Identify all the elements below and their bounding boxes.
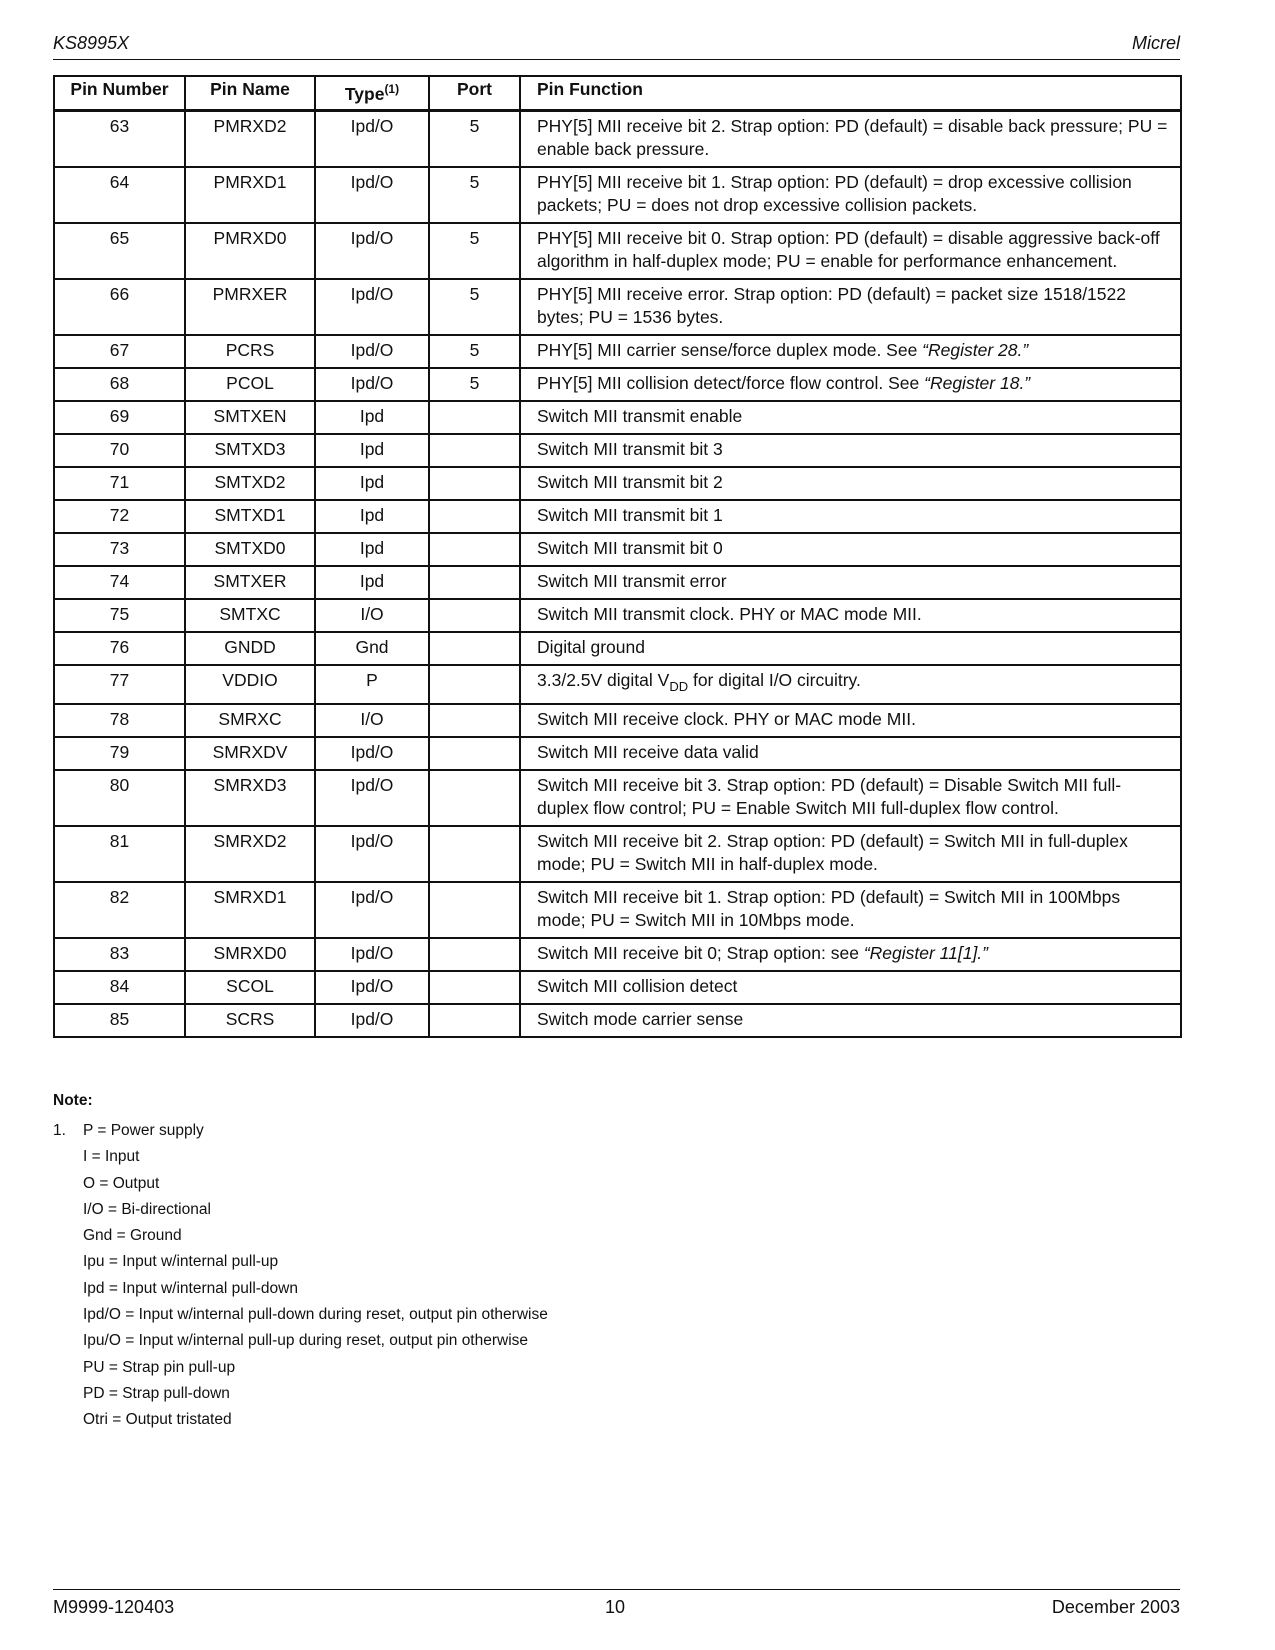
pin-function-text: 3.3/2.5V digital V [537,670,670,690]
pin-name-cell: SMTXER [185,566,315,599]
pin-number-cell: 72 [54,500,185,533]
pin-name-cell: SMTXD1 [185,500,315,533]
pin-name-cell: PCOL [185,368,315,401]
pin-function-text: PHY[5] MII carrier sense/force duplex mode. See [537,340,923,360]
pin-function-text: Switch MII transmit clock. PHY or MAC mode MII. [537,604,922,624]
note-text: Ipu/O = Input w/internal pull-up during reset, output pin otherwise [83,1332,529,1350]
pin-name-cell: SMRXD3 [185,770,315,826]
pin-name-cell: SMTXD2 [185,467,315,500]
note-text: I = Input [83,1148,140,1166]
pin-port-cell [429,1004,520,1037]
pin-port-cell [429,826,520,882]
pin-port-cell: 5 [429,111,520,168]
note-text: Ipd = Input w/internal pull-down [83,1279,298,1297]
pin-number-cell: 67 [54,335,185,368]
footer-date: December 2003 [1051,1597,1180,1617]
pin-function-text: PHY[5] MII receive error. Strap option: PD (default) = packet size 1518/1522 bytes; PU = 1536 bytes. [537,284,1126,327]
pin-port-cell [429,566,520,599]
pin-function-cell [520,111,1181,168]
pin-type-cell: Ipd [315,467,429,500]
pin-function-text: Switch MII collision detect [537,976,738,996]
pin-function-cell [520,599,1181,632]
pin-number-cell: 80 [54,770,185,826]
table-row [54,533,1181,566]
pin-function-text: Switch MII transmit bit 2 [537,472,723,492]
pin-function-cell [520,826,1181,882]
pin-type-cell: Ipd/O [315,335,429,368]
note-text: Ipd/O = Input w/internal pull-down during reset, output pin otherwise [83,1306,548,1324]
pin-function-text: Switch mode carrier sense [537,1009,744,1029]
pin-function-subscript: DD [669,679,689,694]
pin-number-cell: 64 [54,167,185,223]
pin-table-body [54,111,1181,1038]
pin-function-text: PHY[5] MII receive bit 0. Strap option: PD (default) = disable aggressive back-off algorithm in half-duplex mode; PU = enable for performance enhancement. [537,228,1160,271]
pin-name-cell: VDDIO [185,665,315,704]
pin-number-cell: 79 [54,737,185,770]
pin-port-cell [429,737,520,770]
pin-type-cell: Ipd/O [315,971,429,1004]
pin-type-cell: Ipd/O [315,826,429,882]
pin-name-cell: SMTXD3 [185,434,315,467]
pin-function-cell [520,737,1181,770]
pin-type-cell: Ipd/O [315,737,429,770]
pin-function-cell [520,467,1181,500]
table-row [54,737,1181,770]
footer-page-number: 10 [604,1597,626,1617]
pin-function-cell [520,882,1181,938]
pin-type-cell: Ipd [315,434,429,467]
table-row [54,632,1181,665]
note-text: Otri = Output tristated [83,1411,232,1429]
pin-number-cell: 82 [54,882,185,938]
pin-port-cell [429,434,520,467]
note-item [53,1144,548,1170]
table-row [54,368,1181,401]
note-item [53,1223,548,1249]
note-text: PU = Strap pin pull-up [83,1358,236,1376]
pin-function-text: Switch MII receive data valid [537,742,759,762]
pin-number-cell: 63 [54,111,185,168]
pin-number-cell: 68 [54,368,185,401]
pin-type-cell: Ipd [315,500,429,533]
pin-port-cell: 5 [429,335,520,368]
pin-number-cell: 76 [54,632,185,665]
pin-function-text: Switch MII transmit bit 0 [537,538,723,558]
pin-name-cell: PCRS [185,335,315,368]
pin-type-cell: Ipd/O [315,1004,429,1037]
pin-port-cell [429,533,520,566]
pin-name-cell: SMTXC [185,599,315,632]
pin-name-cell: SMTXEN [185,401,315,434]
pin-name-cell: GNDD [185,632,315,665]
pin-function-cell [520,665,1181,704]
type-footnote-ref: (1) [384,82,400,96]
note-text: PD = Strap pull-down [83,1384,230,1402]
pin-type-cell: I/O [315,599,429,632]
pin-function-text: Switch MII receive bit 1. Strap option: PD (default) = Switch MII in 100Mbps mode; PU = Switch MII in 10Mbps mode. [537,887,1121,930]
pin-port-cell [429,632,520,665]
pin-function-cell [520,167,1181,223]
pin-type-cell: Ipd/O [315,882,429,938]
pin-name-cell: SCRS [185,1004,315,1037]
pin-type-cell: Ipd [315,533,429,566]
table-row [54,938,1181,971]
table-row [54,279,1181,335]
pin-number-cell: 65 [54,223,185,279]
pin-type-cell: P [315,665,429,704]
pin-name-cell: SMRXD2 [185,826,315,882]
table-row [54,704,1181,737]
pin-port-cell [429,401,520,434]
pin-function-text: PHY[5] MII receive bit 2. Strap option: PD (default) = disable back pressure; PU = enable back pressure. [537,116,1168,159]
table-row [54,971,1181,1004]
note-text: O = Output [83,1174,160,1192]
table-row [54,335,1181,368]
pin-function-cell [520,704,1181,737]
pin-port-cell [429,599,520,632]
pin-function-cell [520,223,1181,279]
pin-type-cell: Ipd/O [315,770,429,826]
pin-type-cell: Ipd/O [315,279,429,335]
pin-function-text: Switch MII receive bit 2. Strap option: PD (default) = Switch MII in full-duplex mode; PU = Switch MII in half-duplex mode. [537,831,1128,874]
pin-number-cell: 83 [54,938,185,971]
pin-number-cell: 84 [54,971,185,1004]
pin-port-cell [429,704,520,737]
register-reference: “Register 28.” [922,340,1029,360]
pin-function-cell [520,500,1181,533]
col-header-pin-function: Pin Function [520,76,1181,111]
pin-port-cell: 5 [429,167,520,223]
table-row [54,111,1181,168]
pin-name-cell: SMRXDV [185,737,315,770]
register-reference: “Register 11[1].” [863,943,988,963]
pin-name-cell: PMRXD2 [185,111,315,168]
table-row [54,167,1181,223]
pin-port-cell [429,770,520,826]
table-row [54,566,1181,599]
pin-function-cell [520,434,1181,467]
pin-function-text: PHY[5] MII receive bit 1. Strap option: PD (default) = drop excessive collision packets; PU = does not drop excessive collision packets. [537,172,1132,215]
pin-number-cell: 77 [54,665,185,704]
pin-number-cell: 81 [54,826,185,882]
pin-type-cell: Ipd [315,401,429,434]
table-row [54,401,1181,434]
pin-function-text: Switch MII transmit error [537,571,727,591]
pin-function-text: Switch MII transmit bit 3 [537,439,723,459]
pin-port-cell: 5 [429,279,520,335]
pin-name-cell: PMRXD1 [185,167,315,223]
pin-port-cell [429,938,520,971]
notes-title: Note: [53,1092,93,1109]
pin-number-cell: 74 [54,566,185,599]
pin-name-cell: SMRXD1 [185,882,315,938]
pin-type-cell: Ipd/O [315,111,429,168]
note-number: 1. [53,1122,66,1139]
pin-port-cell: 5 [429,368,520,401]
pin-function-text: Switch MII transmit bit 1 [537,505,723,525]
pin-number-cell: 78 [54,704,185,737]
table-header-row [54,76,1181,111]
table-row [54,223,1181,279]
footer-rule [53,1589,1180,1590]
pin-number-cell: 85 [54,1004,185,1037]
pin-number-cell: 71 [54,467,185,500]
table-row [54,826,1181,882]
pin-type-cell: Ipd/O [315,167,429,223]
pin-function-text: Switch MII receive clock. PHY or MAC mode MII. [537,709,916,729]
pin-function-text: Switch MII transmit enable [537,406,743,426]
pin-type-cell: Ipd [315,566,429,599]
pin-function-cell [520,335,1181,368]
pin-port-cell: 5 [429,223,520,279]
pin-function-cell [520,770,1181,826]
table-row [54,434,1181,467]
pin-type-cell: I/O [315,704,429,737]
pin-name-cell: PMRXER [185,279,315,335]
table-row [54,882,1181,938]
pin-function-cell [520,938,1181,971]
pin-port-cell [429,882,520,938]
col-header-pin-number: Pin Number [54,76,185,111]
pin-name-cell: SMRXC [185,704,315,737]
col-header-port: Port [429,76,520,111]
pin-function-text: PHY[5] MII collision detect/force flow control. See [537,373,925,393]
pin-port-cell [429,500,520,533]
note-text: P = Power supply [83,1122,204,1139]
note-item [53,1171,548,1197]
note-item [53,1276,548,1302]
note-text: I/O = Bi-directional [83,1200,211,1218]
pin-function-cell [520,533,1181,566]
pin-number-cell: 75 [54,599,185,632]
note-item [53,1197,548,1223]
col-header-pin-name: Pin Name [185,76,315,111]
pin-name-cell: SCOL [185,971,315,1004]
pin-function-cell [520,632,1181,665]
pin-function-cell [520,401,1181,434]
note-item [53,1355,548,1381]
table-row [54,665,1181,704]
pin-name-cell: SMRXD0 [185,938,315,971]
note-item [53,1381,548,1407]
table-row [54,1004,1181,1037]
footer-doc-number: M9999-120403 [53,1597,175,1617]
table-row [54,500,1181,533]
header-company: Micrel [1132,33,1180,53]
pin-type-cell: Ipd/O [315,223,429,279]
register-reference: “Register 18.” [924,373,1031,393]
pin-number-cell: 66 [54,279,185,335]
pin-function-cell [520,368,1181,401]
pin-table [53,75,1182,1038]
note-item [53,1249,548,1275]
pin-type-cell: Ipd/O [315,368,429,401]
note-item [53,1118,548,1144]
pin-function-text: Digital ground [537,637,645,657]
table-row [54,467,1181,500]
pin-type-cell: Gnd [315,632,429,665]
note-text: Ipu = Input w/internal pull-up [83,1253,279,1271]
notes-list [53,1118,548,1434]
pin-function-text: Switch MII receive bit 3. Strap option: PD (default) = Disable Switch MII full-duplex flow control; PU = Enable Switch MII full-duplex flow control. [537,775,1122,818]
pin-name-cell: PMRXD0 [185,223,315,279]
note-item [53,1407,548,1433]
pin-port-cell [429,665,520,704]
pin-function-cell [520,971,1181,1004]
note-item [53,1328,548,1354]
col-header-type: Type$^{(1)}$ [315,76,429,111]
table-row [54,599,1181,632]
pin-number-cell: 70 [54,434,185,467]
note-item [53,1302,548,1328]
pin-function-text: Switch MII receive bit 0; Strap option: see [537,943,864,963]
pin-number-cell: 73 [54,533,185,566]
pin-number-cell: 69 [54,401,185,434]
header-rule [53,59,1180,60]
pin-type-cell: Ipd/O [315,938,429,971]
pin-function-cell [520,1004,1181,1037]
pin-name-cell: SMTXD0 [185,533,315,566]
pin-port-cell [429,467,520,500]
table-row [54,770,1181,826]
pin-port-cell [429,971,520,1004]
pin-function-cell [520,566,1181,599]
pin-function-cell [520,279,1181,335]
header-doc-id: KS8995X [53,33,130,53]
notes-section [53,1092,548,1434]
note-text: Gnd = Ground [83,1227,182,1245]
pin-function-text-cont: for digital I/O circuitry. [688,670,861,690]
